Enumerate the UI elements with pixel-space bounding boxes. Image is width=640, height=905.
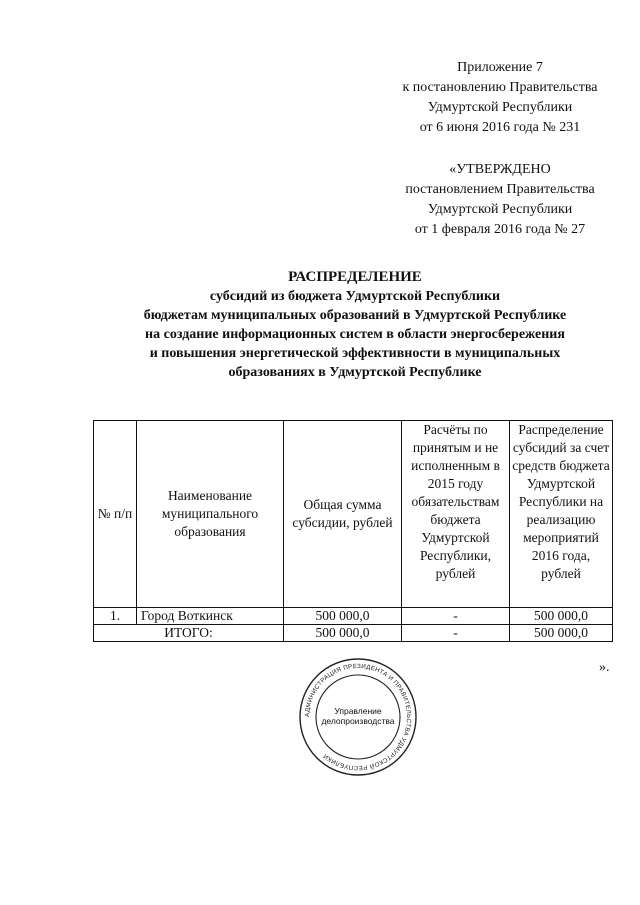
header-total: Общая сумма субсидии, рублей: [284, 421, 402, 608]
row-distribution: 500 000,0: [510, 608, 613, 625]
table-header-row: [94, 421, 613, 608]
row-name: Город Воткинск: [137, 608, 284, 625]
appendix-date: от 6 июня 2016 года № 231: [419, 120, 581, 135]
header-distribution: Распределение субсидий за счет средств бюджета Удмуртской Республики на реализацию мероприятий 2016 года, рублей: [510, 421, 613, 608]
title-line-2: бюджетам муниципальных образований в Удмуртской Республике: [143, 308, 567, 323]
title-line-4: и повышения энергетической эффективности в муниципальных: [149, 346, 561, 361]
title-main: РАСПРЕДЕЛЕНИЕ: [288, 269, 422, 285]
stamp-center-line-1: Управление: [334, 706, 382, 716]
closing-quote: ».: [599, 660, 610, 675]
document-title: [60, 268, 640, 382]
distribution-table: [93, 420, 613, 642]
title-line-1: субсидий из бюджета Удмуртской Республики: [209, 289, 501, 304]
header-num: № п/п: [94, 421, 137, 608]
header-name: Наименование муниципального образования: [137, 421, 284, 608]
table-row: [94, 608, 613, 625]
approved-date: от 1 февраля 2016 года № 27: [414, 222, 586, 237]
appendix-number: Приложение 7: [457, 60, 543, 75]
approved-reference: постановлением Правительства: [405, 182, 595, 197]
appendix-republic: Удмуртской Республики: [427, 100, 573, 115]
approved-heading: «УТВЕРЖДЕНО: [449, 162, 551, 177]
approved-republic: Удмуртской Республики: [427, 202, 573, 217]
header-settlements: Расчёты по принятым и не исполненным в 2015 году обязательствам бюджета Удмуртской Республики, рублей: [402, 421, 510, 608]
stamp-center-line-2: делопроизводства: [321, 716, 395, 726]
total-settlements: -: [402, 625, 510, 642]
table-total-row: [94, 625, 613, 642]
title-line-3: на создание информационных систем в области энергосбережения: [145, 327, 565, 342]
total-distribution: 500 000,0: [510, 625, 613, 642]
appendix-reference: к постановлению Правительства: [402, 80, 598, 95]
official-stamp: [298, 657, 418, 777]
stamp-ring-text: АДМИНИСТРАЦИЯ ПРЕЗИДЕНТА И ПРАВИТЕЛЬСТВА УДМУРТСКОЙ РЕСПУБЛИКИ: [303, 662, 413, 772]
approved-block: [380, 160, 620, 240]
total-label: ИТОГО:: [94, 625, 284, 642]
title-line-5: образованиях в Удмуртской Республике: [228, 365, 482, 380]
appendix-block: [380, 58, 620, 138]
row-settlements: -: [402, 608, 510, 625]
total-sum: 500 000,0: [284, 625, 402, 642]
row-num: 1.: [94, 608, 137, 625]
row-total: 500 000,0: [284, 608, 402, 625]
